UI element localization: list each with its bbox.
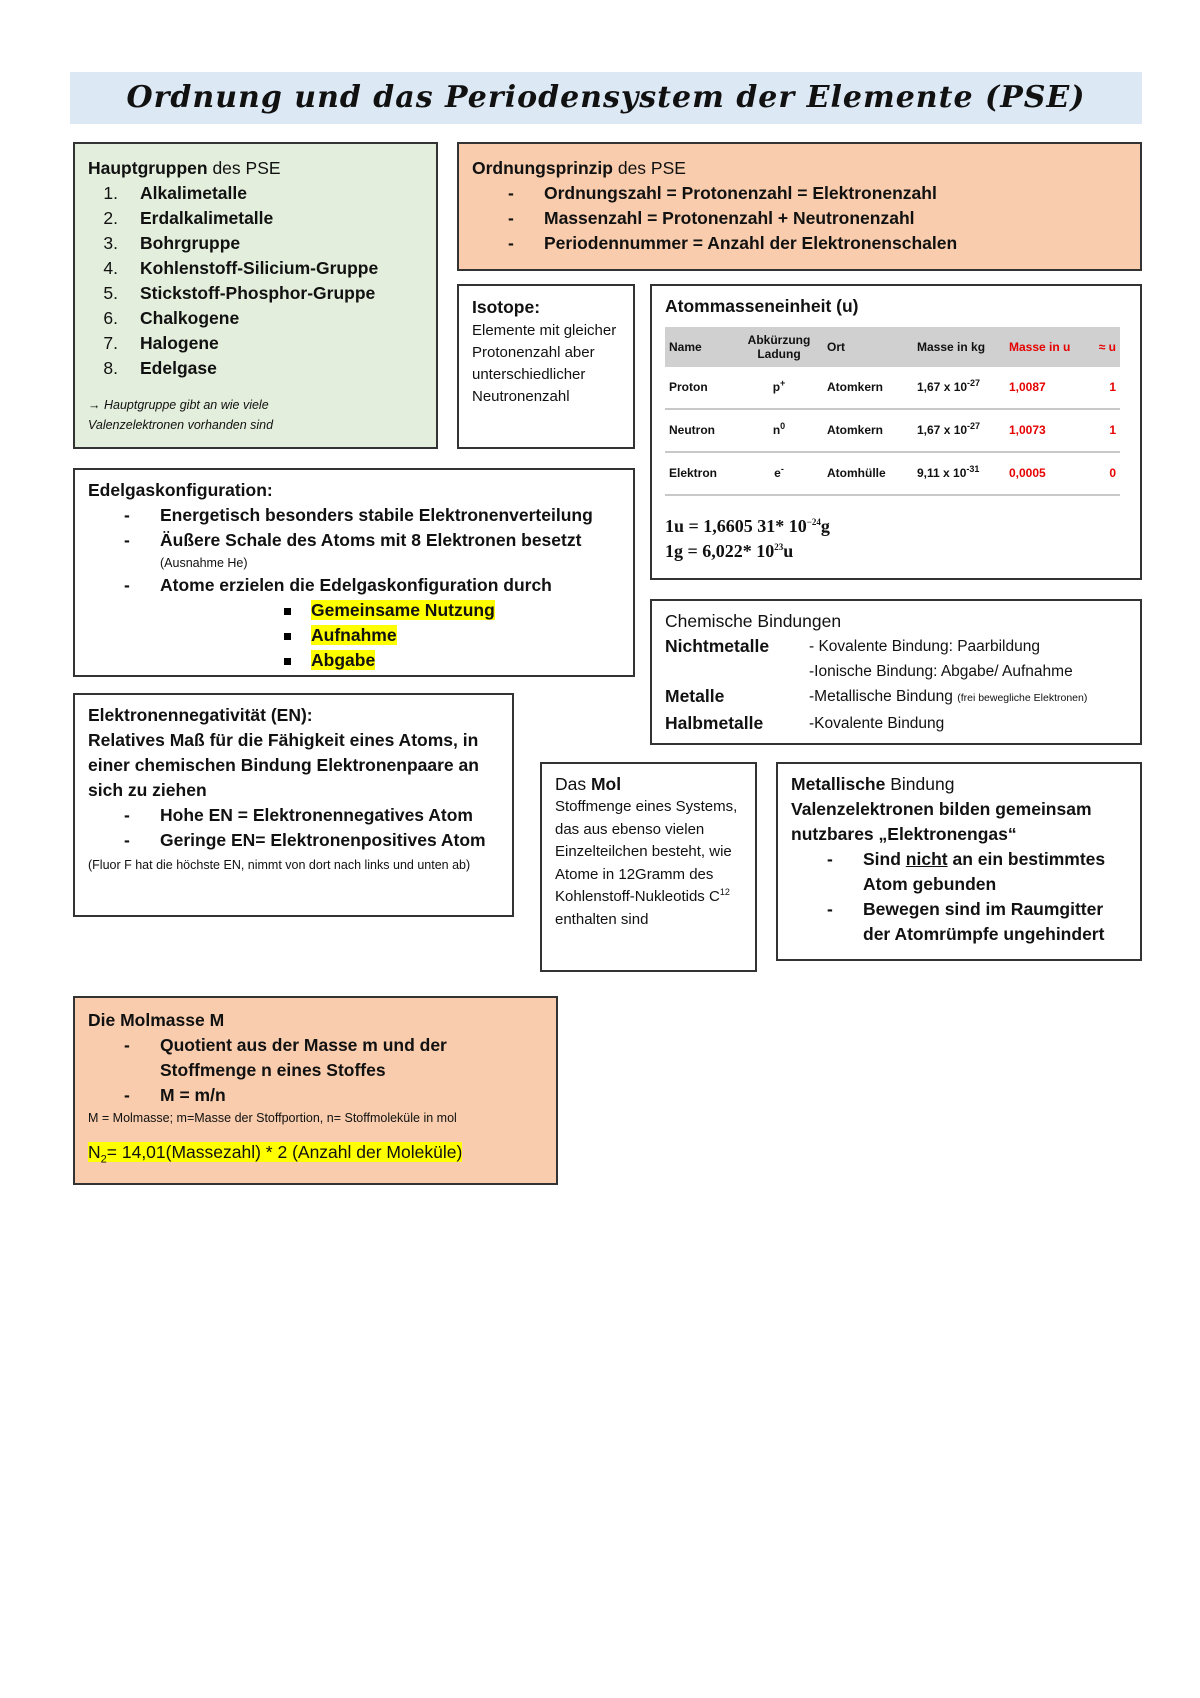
molmasse-example: $N_2=$ 14,01(Massezahl) * 2 (Anzahl der Moleküle)	[88, 1142, 463, 1166]
list-item: - Bewegen sind im Raumgitter der Atomrümpfe ungehindert	[827, 899, 1105, 944]
bindungen-row: -Ionische Bindung: Abgabe/ Aufnahme	[809, 663, 1073, 680]
table-header: Abkürzung Ladung	[735, 327, 823, 367]
table-cell: $n^0$	[735, 409, 823, 452]
en-box	[73, 693, 514, 917]
bindungen-row: Metalle -Metallische Bindung (frei bewegliche Elektronen)	[665, 686, 1088, 706]
ordnungsprinzip-heading: Ordnungsprinzip des PSE	[472, 158, 686, 178]
atommasse-heading: Atommasseneinheit (u)	[665, 296, 859, 316]
list-item: 2. Erdalkalimetalle	[103, 208, 274, 228]
table-cell: Proton	[665, 367, 735, 409]
list-item: 4. Kohlenstoff-Silicium-Gruppe	[103, 258, 379, 278]
isotope-heading: Isotope:	[472, 297, 541, 317]
list-item: - Massenzahl = Protonenzahl + Neutronenzahl	[508, 208, 915, 228]
list-item: 6. Chalkogene	[103, 308, 240, 328]
list-item: - Energetisch besonders stabile Elektronenverteilung	[124, 505, 593, 525]
hauptgruppen-box	[73, 142, 438, 449]
molmasse-heading: Die Molmasse M	[88, 1010, 225, 1030]
mol-box	[540, 762, 757, 972]
bindungen-row: Halbmetalle -Kovalente Bindung	[665, 713, 945, 733]
edelgas-sublist	[284, 598, 620, 673]
atommasse-formula-2: 1g = 6,022* $10^{23}u$	[665, 541, 794, 561]
mol-text: Stoffmenge eines Systems, das aus ebenso vielen Einzelteilchen besteht, wie Atome in 12Gramm des Kohlenstoff-Nukleotids $C^{12}$ enthalten sind	[555, 798, 738, 928]
table-cell: 0,0005	[1005, 452, 1083, 495]
en-note: (Fluor F hat die höchste EN, nimmt von dort nach links und unten ab)	[88, 858, 471, 872]
metallisch-heading: Metallische Bindung	[791, 774, 955, 794]
table-cell: 1	[1083, 367, 1120, 409]
molmasse-list	[88, 1033, 543, 1108]
mol-heading: Das Mol	[555, 774, 622, 794]
list-item: Aufnahme	[284, 623, 620, 648]
molmasse-legend: M = Molmasse; m=Masse der Stoffportion, n= Stoffmoleküle in mol	[88, 1111, 457, 1125]
en-list	[88, 803, 499, 853]
table-cell: 9,11 x $10^{-31}$	[913, 452, 1005, 495]
table-row	[665, 409, 1120, 452]
list-item: 3. Bohrgruppe	[103, 233, 241, 253]
table-cell: 1,67 x $10^{-27}$	[913, 367, 1005, 409]
edelgas-heading: Edelgaskonfiguration:	[88, 480, 273, 500]
list-item: - Periodennummer = Anzahl der Elektronenschalen	[508, 233, 958, 253]
table-cell: Atomkern	[823, 367, 913, 409]
table-header-row	[665, 327, 1120, 367]
hauptgruppen-note: → Hauptgruppe gibt an wie viele Valenzelektronen vorhanden sind	[88, 398, 274, 432]
en-text: Relatives Maß für die Fähigkeit eines Atoms, in einer chemischen Bindung Elektronenpaare an sich zu ziehen	[88, 730, 479, 800]
metallisch-box	[776, 762, 1142, 961]
bindungen-box	[650, 599, 1142, 745]
hauptgruppen-list	[88, 181, 423, 381]
metallisch-text: Valenzelektronen bilden gemeinsam nutzbares „Elektronengas“	[791, 799, 1092, 844]
list-item: - Sind nicht an ein bestimmtes Atom gebunden	[827, 849, 1106, 894]
table-header: Masse in u	[1005, 327, 1083, 367]
list-item: 8. Edelgase	[103, 358, 217, 378]
list-item: - Quotient aus der Masse m und der Stoffmenge n eines Stoffes	[124, 1035, 447, 1080]
list-item: 7. Halogene	[103, 333, 219, 353]
table-cell: 1,0087	[1005, 367, 1083, 409]
bindungen-heading: Chemische Bindungen	[665, 611, 842, 631]
list-item: - Atome erzielen die Edelgaskonfiguration durch	[124, 575, 552, 595]
list-item: 5. Stickstoff-Phosphor-Gruppe	[103, 283, 376, 303]
isotope-box	[457, 284, 635, 449]
table-cell: e-	[735, 452, 823, 495]
table-header: Ort	[823, 327, 913, 367]
list-item: - Hohe EN = Elektronennegatives Atom	[124, 805, 473, 825]
table-cell: Neutron	[665, 409, 735, 452]
table-cell: Elektron	[665, 452, 735, 495]
list-item: - Geringe EN= Elektronenpositives Atom	[124, 830, 486, 850]
ordnungsprinzip-list	[472, 181, 1127, 256]
list-item: - Ordnungszahl = Protonenzahl = Elektronenzahl	[508, 183, 937, 203]
edelgas-list	[88, 503, 620, 598]
ordnungsprinzip-box	[457, 142, 1142, 271]
page-title: Ordnung und das Periodensystem der Elemente (PSE)	[70, 72, 1142, 124]
atommasse-formula-1: 1u = 1,6605 31* $10^{-24}g$	[665, 516, 830, 536]
table-cell: 1,0073	[1005, 409, 1083, 452]
table-cell: 0	[1083, 452, 1120, 495]
list-item: - Äußere Schale des Atoms mit 8 Elektronen besetzt	[124, 530, 582, 550]
list-item: - M = m/n	[124, 1085, 226, 1105]
list-item: Gemeinsame Nutzung	[284, 598, 620, 623]
list-item: Abgabe	[284, 648, 620, 673]
isotope-text: Elemente mit gleicher Protonenzahl aber unterschiedlicher Neutronenzahl	[472, 322, 617, 405]
atommasse-box	[650, 284, 1142, 580]
metallisch-list	[791, 847, 1127, 947]
table-cell: Atomhülle	[823, 452, 913, 495]
bindungen-row: Nichtmetalle - Kovalente Bindung: Paarbildung	[665, 636, 1040, 656]
list-item: 1. Alkalimetalle	[103, 183, 247, 203]
atommasse-table	[665, 327, 1120, 496]
hauptgruppen-heading: Hauptgruppen des PSE	[88, 158, 281, 178]
table-header: Masse in kg	[913, 327, 1005, 367]
table-cell: Atomkern	[823, 409, 913, 452]
en-heading: Elektronennegativität (EN):	[88, 705, 313, 725]
edelgas-box	[73, 468, 635, 677]
table-cell: 1	[1083, 409, 1120, 452]
table-cell: 1,67 x $10^{-27}$	[913, 409, 1005, 452]
molmasse-box	[73, 996, 558, 1185]
table-header: Name	[665, 327, 735, 367]
table-cell: p+	[735, 367, 823, 409]
table-row	[665, 452, 1120, 495]
table-row	[665, 367, 1120, 409]
table-header: ≈ u	[1083, 327, 1120, 367]
list-item: (Ausnahme He)	[160, 556, 248, 570]
